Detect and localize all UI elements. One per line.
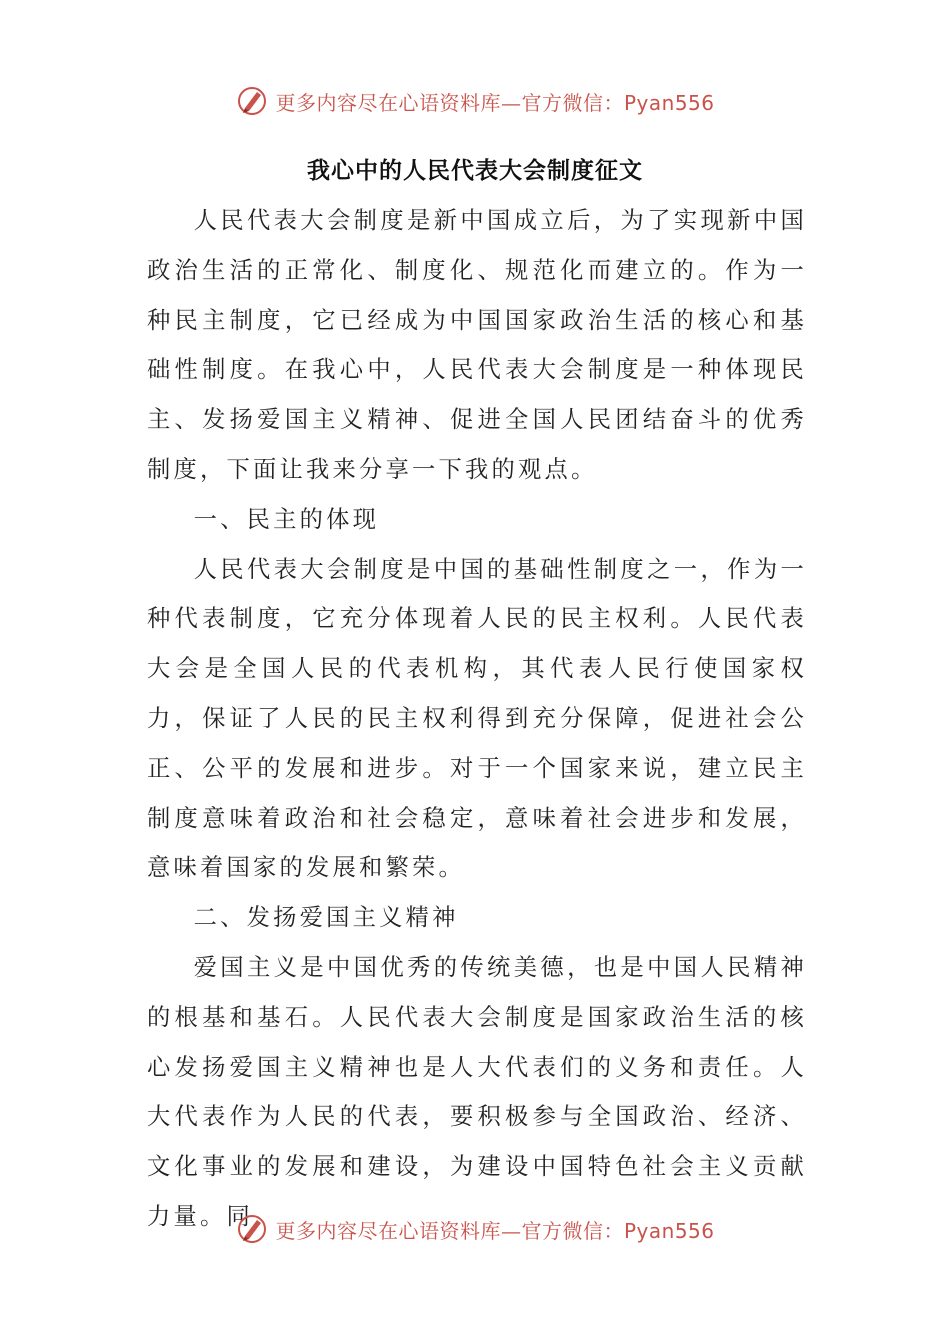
paragraph-intro: 人民代表大会制度是新中国成立后，为了实现新中国政治生活的正常化、制度化、规范化而建立的。作为一种民主制度，它已经成为中国国家政治生活的核心和基础性制度。在我心中，人民代表大会制度是一种体现民主、发扬爱国主义精神、促进全国人民团结奋斗的优秀制度，下面让我来分享一下我的观点。 — [147, 207, 807, 483]
document-title: 我心中的人民代表大会制度征文 — [307, 158, 643, 184]
header-watermark — [0, 84, 950, 118]
watermark-text: 更多内容尽在心语资料库—官方微信：Pyan556 — [275, 1218, 715, 1243]
section-heading-1: 一、民主的体现 — [193, 505, 380, 533]
watermark-text: 更多内容尽在心语资料库—官方微信：Pyan556 — [275, 90, 715, 115]
pen-logo-icon — [235, 1212, 269, 1246]
footer-watermark — [0, 1212, 950, 1246]
pen-logo-icon — [235, 84, 269, 118]
document-body — [147, 196, 807, 1242]
section-heading-2: 二、发扬爱国主义精神 — [193, 904, 459, 932]
paragraph-patriotism: 爱国主义是中国优秀的传统美德，也是中国人民精神的根基和基石。人民代表大会制度是国家政治生活的核心发扬爱国主义精神也是人大代表们的义务和责任。人大代表作为人民的代表，要积极参与全国政治、经济、文化事业的发展和建设，为建设中国特色社会主义贡献力量。同 — [147, 953, 807, 1230]
paragraph-democracy: 人民代表大会制度是中国的基础性制度之一，作为一种代表制度，它充分体现着人民的民主权利。人民代表大会是全国人民的代表机构，其代表人民行使国家权力，保证了人民的民主权利得到充分保障，促进社会公正、公平的发展和进步。对于一个国家来说，建立民主制度意味着政治和社会稳定，意味着社会进步和发展，意味着国家的发展和繁荣。 — [147, 555, 807, 882]
